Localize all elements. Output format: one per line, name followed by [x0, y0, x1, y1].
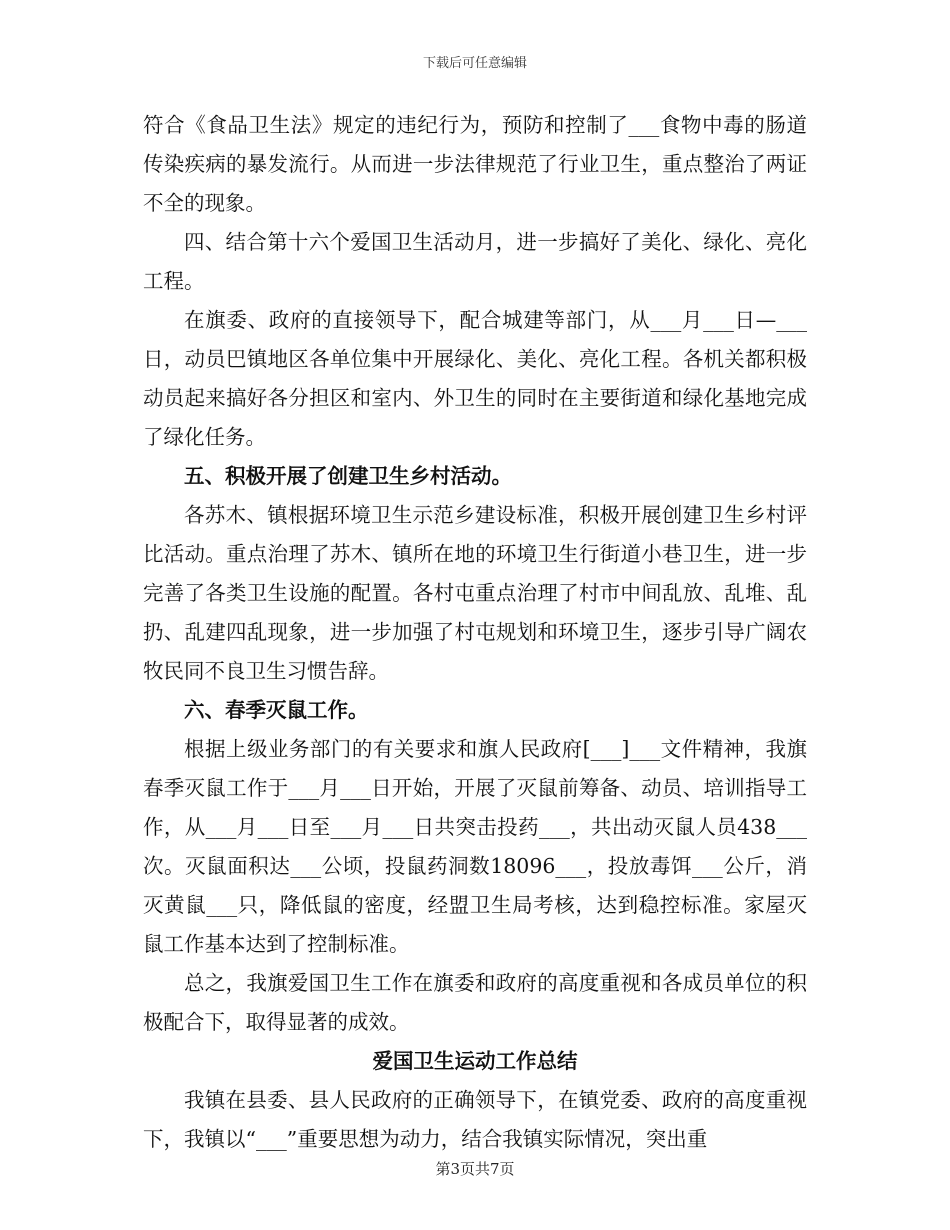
- heading-section-five: 五、积极开展了创建卫生乡村活动。: [184, 464, 512, 488]
- paragraph-food-hygiene-continued: 符合《食品卫生法》规定的违纪行为，预防和控制了___食物中毒的肠道传染疾病的暴发流行。从而进一步法律规范了行业卫生，重点整治了两证不全的现象。: [143, 113, 807, 215]
- paragraph-section-four-heading: 四、结合第十六个爱国卫生活动月，进一步搞好了美化、绿化、亮化工程。: [143, 230, 807, 293]
- page-header-note: 下载后可任意编辑: [422, 56, 527, 71]
- heading-section-six: 六、春季灭鼠工作。: [184, 698, 369, 722]
- paragraph-rodent-control: 根据上级业务部门的有关要求和旗人民政府[___]___文件精神，我旗春季灭鼠工作于___月___日开始，开展了灭鼠前筹备、动员、培训指导工作，从___月___日至___月___日共突击投药___，共出动灭鼠人员438___次。灭鼠面积达___公顷，投鼠药洞数18096___，投放毒饵___公斤，消灭黄鼠___只，降低鼠的密度，经盟卫生局考核，达到稳控标准。家屋灭鼠工作基本达到了控制标准。: [143, 737, 807, 956]
- document-body: [143, 106, 807, 1159]
- paragraph-conclusion: 总之，我旗爱国卫生工作在旗委和政府的高度重视和各成员单位的积极配合下，取得显著的成效。: [143, 971, 807, 1034]
- paragraph-town-summary-intro: 我镇在县委、县人民政府的正确领导下，在镇党委、政府的高度重视下，我镇以“___”重要思想为动力，结合我镇实际情况，突出重: [143, 1088, 807, 1151]
- paragraph-sanitary-villages: 各苏木、镇根据环境卫生示范乡建设标准，积极开展创建卫生乡村评比活动。重点治理了苏木、镇所在地的环境卫生行街道小巷卫生，进一步完善了各类卫生设施的配置。各村屯重点治理了村市中间乱放、乱堆、乱扔、乱建四乱现象，进一步加强了村屯规划和环境卫生，逐步引导广阔农牧民同不良卫生习惯告辞。: [143, 503, 807, 683]
- paragraph-greening-project: 在旗委、政府的直接领导下，配合城建等部门，从___月___日—___日，动员巴镇地区各单位集中开展绿化、美化、亮化工程。各机关都积极动员起来搞好各分担区和室内、外卫生的同时在主要街道和绿化基地完成了绿化任务。: [143, 308, 807, 449]
- page-number: 第3页共7页: [435, 1160, 515, 1178]
- section-title: 爱国卫生运动工作总结: [372, 1049, 578, 1073]
